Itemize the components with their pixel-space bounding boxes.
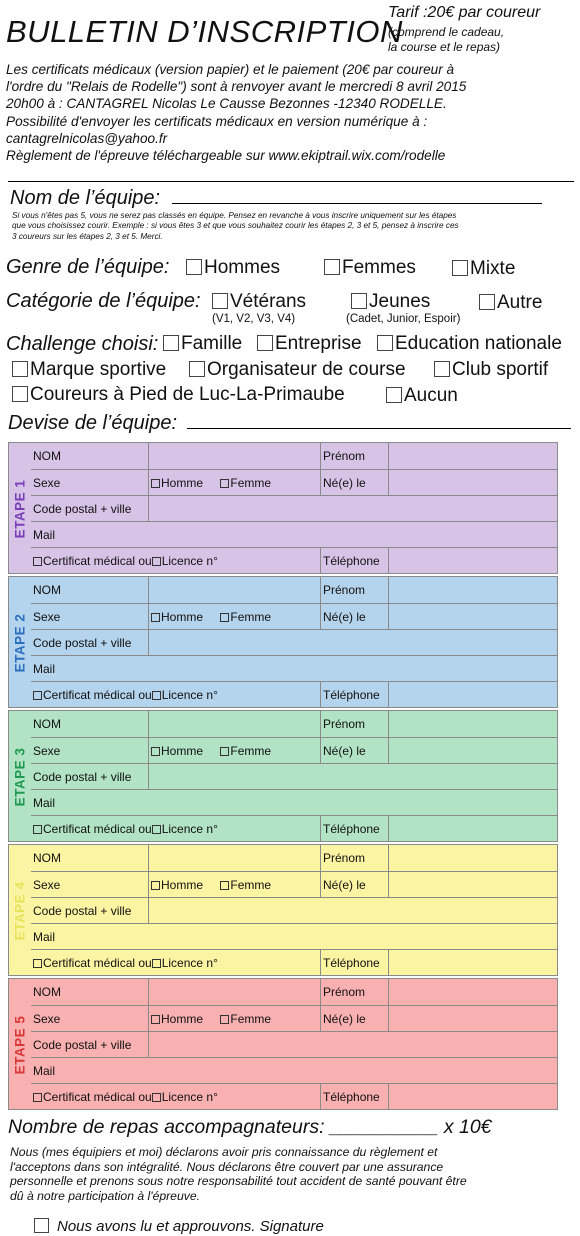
sexe-row: [31, 603, 557, 629]
checkbox-icon[interactable]: [186, 259, 202, 275]
challenge-aucun-option[interactable]: Aucun: [386, 385, 458, 407]
certificat-options: [31, 816, 320, 841]
checkbox-icon[interactable]: [434, 361, 450, 377]
femme-option[interactable]: Femme: [220, 744, 271, 758]
ne-le-label: Né(e) le: [320, 604, 388, 629]
licence-option[interactable]: Licence n°: [152, 1090, 218, 1104]
cp-ville-label: Code postal + ville: [33, 904, 132, 918]
ne-le-input[interactable]: [388, 872, 557, 897]
mail-row: [31, 655, 557, 681]
certificat-option[interactable]: Certificat médical ou: [33, 956, 152, 970]
checkbox-icon[interactable]: [152, 959, 161, 968]
telephone-label: Téléphone: [320, 950, 388, 975]
checkbox-icon[interactable]: [151, 881, 160, 890]
licence-option[interactable]: Licence n°: [152, 554, 218, 568]
etape-grid: [31, 711, 557, 841]
prenom-input[interactable]: [388, 845, 557, 871]
genre-femmes-option[interactable]: Femmes: [324, 257, 416, 279]
challenge-entreprise-option[interactable]: Entreprise: [257, 333, 362, 355]
jeunes-subtext: (Cadet, Junior, Espoir): [346, 313, 461, 325]
etape-grid: [31, 845, 557, 975]
prenom-label: Prénom: [320, 443, 388, 469]
mail-input[interactable]: [148, 656, 557, 681]
checkbox-icon[interactable]: [12, 386, 28, 402]
sexe-options: [148, 604, 320, 629]
ne-le-input[interactable]: [388, 1006, 557, 1031]
ne-le-input[interactable]: [388, 738, 557, 763]
tarif-text: Tarif :20€ par coureur: [388, 4, 541, 21]
repas-blank[interactable]: __________: [329, 1116, 439, 1138]
sexe-label: Sexe: [33, 476, 61, 490]
ne-le-input[interactable]: [388, 470, 557, 495]
etape-2-block: [8, 576, 558, 708]
declaration-line: dû à notre participation à l'épreuve.: [10, 1188, 201, 1203]
checkbox-icon[interactable]: [33, 1093, 42, 1102]
etape-label: [9, 577, 31, 709]
team-name-label: Nom de l’équipe:: [10, 187, 161, 209]
telephone-input[interactable]: [388, 1084, 557, 1109]
telephone-input[interactable]: [388, 816, 557, 841]
signature-row[interactable]: [34, 1218, 324, 1235]
certificat-row: [31, 1083, 557, 1109]
intro-text: [6, 61, 578, 164]
nom-label: NOM: [33, 583, 61, 597]
mail-label: Mail: [33, 930, 56, 944]
nom-label: NOM: [33, 985, 61, 999]
prenom-label: Prénom: [320, 979, 388, 1005]
cp-row: [31, 1031, 557, 1057]
checkbox-icon[interactable]: [257, 335, 273, 351]
femme-option[interactable]: Femme: [220, 476, 271, 490]
checkbox-icon[interactable]: [152, 1093, 161, 1102]
mail-label: Mail: [33, 796, 56, 810]
homme-option[interactable]: Homme: [151, 744, 203, 758]
ne-le-label: Né(e) le: [320, 1006, 388, 1031]
etape-grid: [31, 577, 557, 707]
cp-ville-label: Code postal + ville: [33, 502, 132, 516]
certificat-options: [31, 1084, 320, 1109]
checkbox-icon[interactable]: [12, 361, 28, 377]
nom-input[interactable]: [148, 711, 320, 737]
homme-option[interactable]: Homme: [151, 476, 203, 490]
prenom-label: Prénom: [320, 577, 388, 603]
certificat-option[interactable]: Certificat médical ou: [33, 1090, 152, 1104]
certificat-options: [31, 548, 320, 573]
signature-label: Nous avons lu et approuvons. Signature: [57, 1218, 324, 1235]
sexe-label: Sexe: [33, 610, 61, 624]
team-note-line: 3 coureurs sur les étapes 2, 3 et 5. Merci.: [12, 231, 163, 241]
checkbox-icon[interactable]: [189, 361, 205, 377]
intro-line: 20h00 à : CANTAGREL Nicolas Le Causse Bezonnes -12340 RODELLE.: [6, 96, 447, 112]
nom-input[interactable]: [148, 577, 320, 603]
challenge-label: Challenge choisi:: [6, 333, 159, 355]
certificat-option[interactable]: Certificat médical ou: [33, 554, 152, 568]
cp-ville-label: Code postal + ville: [33, 636, 132, 650]
checkbox-icon[interactable]: [163, 335, 179, 351]
checkbox-icon[interactable]: [212, 293, 228, 309]
sexe-row: [31, 737, 557, 763]
checkbox-icon[interactable]: [152, 825, 161, 834]
etape-label: [9, 711, 31, 843]
checkbox-icon[interactable]: [33, 557, 42, 566]
telephone-label: Téléphone: [320, 682, 388, 707]
tarif-note: (comprend le cadeau,: [388, 25, 505, 39]
genre-label: Genre de l’équipe:: [6, 256, 170, 278]
checkbox-icon[interactable]: [220, 1015, 229, 1024]
prenom-label: Prénom: [320, 845, 388, 871]
prenom-label: Prénom: [320, 711, 388, 737]
categorie-autre-option[interactable]: Autre: [479, 292, 542, 314]
ne-le-label: Né(e) le: [320, 738, 388, 763]
licence-option[interactable]: Licence n°: [152, 688, 218, 702]
ne-le-input[interactable]: [388, 604, 557, 629]
licence-option[interactable]: Licence n°: [152, 822, 218, 836]
checkbox-icon[interactable]: [34, 1218, 49, 1233]
telephone-label: Téléphone: [320, 1084, 388, 1109]
nom-input[interactable]: [148, 845, 320, 871]
etape-label-text: ETAPE 5: [12, 1015, 28, 1075]
etape-label-text: ETAPE 2: [12, 613, 28, 673]
checkbox-icon[interactable]: [151, 1015, 160, 1024]
mail-input[interactable]: [148, 1058, 557, 1083]
checkbox-icon[interactable]: [479, 294, 495, 310]
certificat-options: [31, 682, 320, 707]
etape-5-block: [8, 978, 558, 1110]
certificat-row: [31, 681, 557, 707]
sexe-row: [31, 469, 557, 495]
checkbox-icon[interactable]: [33, 959, 42, 968]
etape-4-block: [8, 844, 558, 976]
telephone-input[interactable]: [388, 548, 557, 573]
nom-row: [31, 577, 557, 603]
nom-input[interactable]: [148, 979, 320, 1005]
mail-label: Mail: [33, 528, 56, 542]
etape-1-block: [8, 442, 558, 574]
checkbox-icon[interactable]: [151, 479, 160, 488]
nom-row: [31, 711, 557, 737]
etape-3-block: [8, 710, 558, 842]
telephone-input[interactable]: [388, 682, 557, 707]
femme-option[interactable]: Femme: [220, 878, 271, 892]
certificat-options: [31, 950, 320, 975]
femme-option[interactable]: Femme: [220, 1012, 271, 1026]
devise-line[interactable]: [187, 414, 571, 429]
team-note-line: Si vous n'êtes pas 5, vous ne serez pas classés en équipe. Pensez en revanche à vous inscrire uniquement sur les étapes: [12, 211, 457, 220]
nom-label: NOM: [33, 717, 61, 731]
challenge-luc-option[interactable]: Coureurs à Pied de Luc-La-Primaube: [12, 384, 345, 406]
certificat-option[interactable]: Certificat médical ou: [33, 688, 152, 702]
cp-row: [31, 629, 557, 655]
sexe-row: [31, 871, 557, 897]
intro-line: Règlement de l'épreuve téléchargeable sur www.ekiptrail.wix.com/rodelle: [6, 148, 446, 164]
cp-row: [31, 495, 557, 521]
nom-row: [31, 979, 557, 1005]
categorie-label: Catégorie de l’équipe:: [6, 290, 201, 312]
cp-ville-label: Code postal + ville: [33, 770, 132, 784]
nom-label: NOM: [33, 449, 61, 463]
nom-row: [31, 845, 557, 871]
challenge-club-option[interactable]: Club sportif: [434, 359, 548, 381]
etape-label: [9, 979, 31, 1111]
checkbox-icon[interactable]: [152, 691, 161, 700]
prenom-input[interactable]: [388, 577, 557, 603]
etape-label-text: ETAPE 3: [12, 747, 28, 807]
sexe-options: [148, 470, 320, 495]
mail-input[interactable]: [148, 790, 557, 815]
categorie-veterans-option[interactable]: Vétérans: [212, 291, 306, 313]
checkbox-icon[interactable]: [152, 557, 161, 566]
prenom-input[interactable]: [388, 979, 557, 1005]
certificat-option[interactable]: Certificat médical ou: [33, 822, 152, 836]
checkbox-icon[interactable]: [33, 825, 42, 834]
genre-hommes-option[interactable]: Hommes: [186, 257, 280, 279]
checkbox-icon[interactable]: [220, 881, 229, 890]
declaration-line: l'acceptons dans son intégralité. Nous déclarons être couvert par une assurance: [10, 1159, 444, 1174]
sexe-options: [148, 738, 320, 763]
cp-ville-label: Code postal + ville: [33, 1038, 132, 1052]
checkbox-icon[interactable]: [377, 335, 393, 351]
prenom-input[interactable]: [388, 711, 557, 737]
telephone-label: Téléphone: [320, 548, 388, 573]
checkbox-icon[interactable]: [33, 691, 42, 700]
checkbox-icon[interactable]: [151, 613, 160, 622]
ne-le-label: Né(e) le: [320, 872, 388, 897]
challenge-marque-option[interactable]: Marque sportive: [12, 359, 166, 381]
etape-label-text: ETAPE 1: [12, 479, 28, 539]
nom-label: NOM: [33, 851, 61, 865]
mail-label: Mail: [33, 1064, 56, 1078]
veterans-subtext: (V1, V2, V3, V4): [212, 313, 296, 325]
checkbox-icon[interactable]: [452, 260, 468, 276]
prenom-input[interactable]: [388, 443, 557, 469]
devise-label: Devise de l’équipe:: [8, 412, 177, 434]
declaration-line: Nous (mes équipiers et moi) déclarons avoir pris connaissance du règlement et: [10, 1145, 438, 1159]
form-title: BULLETIN D’INSCRIPTION: [6, 14, 403, 49]
declaration-text: [10, 1145, 575, 1203]
team-name-field[interactable]: [10, 187, 542, 210]
checkbox-icon[interactable]: [151, 747, 160, 756]
checkbox-icon[interactable]: [324, 259, 340, 275]
etape-grid: [31, 979, 557, 1109]
sexe-options: [148, 1006, 320, 1031]
team-note-line: que vous choisissez courir. Exemple : si vous êtes 3 et que vous souhaitez courir les étapes 2, 3 et 5, pensez à inscrire ces: [12, 221, 459, 231]
sexe-label: Sexe: [33, 878, 61, 892]
telephone-input[interactable]: [388, 950, 557, 975]
cp-row: [31, 897, 557, 923]
cp-ville-input[interactable]: [148, 630, 557, 655]
certificat-row: [31, 815, 557, 841]
repas-label: Nombre de repas accompagnateurs:: [8, 1116, 325, 1138]
genre-mixte-option[interactable]: Mixte: [452, 258, 515, 280]
homme-option[interactable]: Homme: [151, 1012, 203, 1026]
femme-option[interactable]: Femme: [220, 610, 271, 624]
challenge-organisateur-option[interactable]: Organisateur de course: [189, 359, 406, 381]
divider: [8, 181, 574, 182]
challenge-famille-option[interactable]: Famille: [163, 333, 242, 355]
certificat-row: [31, 949, 557, 975]
declaration-line: personnelle et prenons sous notre responsabilité tout accident de santé pouvant être: [10, 1174, 467, 1189]
mail-input[interactable]: [148, 522, 557, 547]
ne-le-label: Né(e) le: [320, 470, 388, 495]
repas-field[interactable]: [8, 1116, 492, 1139]
nom-input[interactable]: [148, 443, 320, 469]
etape-label: [9, 845, 31, 977]
nom-row: [31, 443, 557, 469]
licence-option[interactable]: Licence n°: [152, 956, 218, 970]
challenge-education-option[interactable]: Education nationale: [377, 333, 562, 355]
homme-option[interactable]: Homme: [151, 878, 203, 892]
checkbox-icon[interactable]: [386, 387, 402, 403]
mail-row: [31, 1057, 557, 1083]
sexe-row: [31, 1005, 557, 1031]
mail-input[interactable]: [148, 924, 557, 949]
team-name-line[interactable]: [172, 189, 542, 204]
cp-ville-input[interactable]: [148, 898, 557, 923]
team-note: [12, 211, 576, 242]
intro-line: Possibilité d'envoyer les certificats médicaux en version numérique à :: [6, 113, 428, 129]
mail-row: [31, 789, 557, 815]
certificat-row: [31, 547, 557, 573]
sexe-options: [148, 872, 320, 897]
checkbox-icon[interactable]: [220, 747, 229, 756]
mail-label: Mail: [33, 662, 56, 676]
sexe-label: Sexe: [33, 744, 61, 758]
cp-ville-input[interactable]: [148, 764, 557, 789]
intro-line: Les certificats médicaux (version papier) et le paiement (20€ par coureur à: [6, 62, 455, 77]
etape-grid: [31, 443, 557, 573]
checkbox-icon[interactable]: [220, 479, 229, 488]
mail-row: [31, 923, 557, 949]
repas-price: x 10€: [443, 1116, 492, 1138]
intro-line: cantagrelnicolas@yahoo.fr: [6, 130, 168, 146]
etape-label-text: ETAPE 4: [12, 881, 28, 941]
homme-option[interactable]: Homme: [151, 610, 203, 624]
devise-field[interactable]: [8, 412, 571, 435]
checkbox-icon[interactable]: [351, 293, 367, 309]
checkbox-icon[interactable]: [220, 613, 229, 622]
cp-ville-input[interactable]: [148, 496, 557, 521]
intro-line: l'ordre du "Relais de Rodelle") sont à renvoyer avant le mercredi 8 avril 2015: [6, 79, 467, 95]
telephone-label: Téléphone: [320, 816, 388, 841]
mail-row: [31, 521, 557, 547]
sexe-label: Sexe: [33, 1012, 61, 1026]
etape-label: [9, 443, 31, 575]
cp-row: [31, 763, 557, 789]
cp-ville-input[interactable]: [148, 1032, 557, 1057]
tarif-note: la course et le repas): [388, 40, 501, 54]
categorie-jeunes-option[interactable]: Jeunes: [351, 291, 430, 313]
